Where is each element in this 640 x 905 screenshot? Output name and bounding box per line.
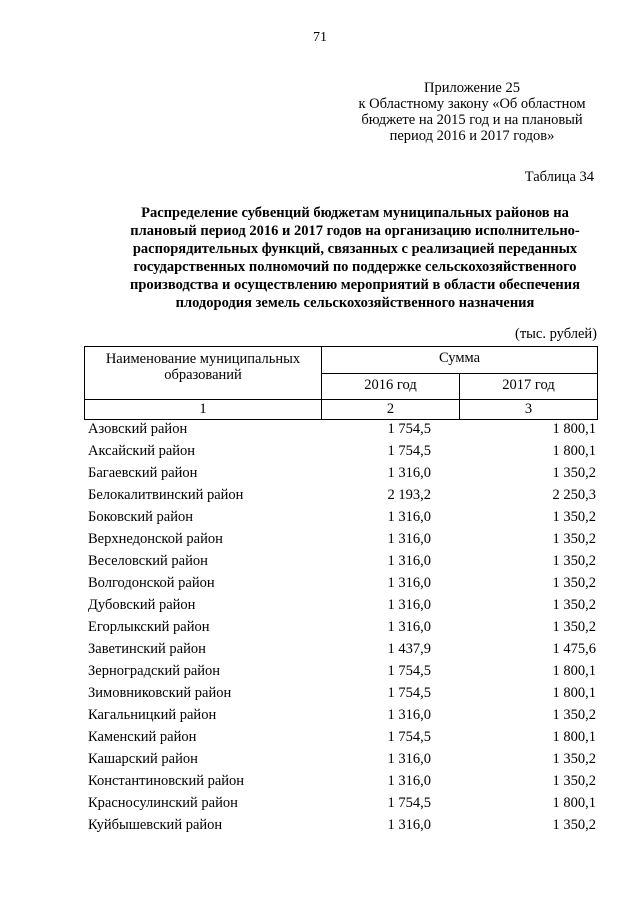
table-body [84, 418, 598, 836]
value-2016: 1 316,0 [387, 553, 431, 569]
value-2016: 1 316,0 [387, 751, 431, 767]
value-2017: 2 250,3 [552, 487, 596, 503]
district-name: Куйбышевский район [88, 817, 223, 833]
appendix-line: период 2016 и 2017 годов» [389, 128, 555, 144]
value-2016: 1 316,0 [387, 773, 431, 789]
value-2016: 1 754,5 [387, 795, 431, 811]
value-2016: 1 754,5 [387, 421, 431, 437]
table-row [84, 550, 598, 572]
table-row [84, 418, 598, 440]
table-row [84, 528, 598, 550]
district-name: Верхнедонской район [88, 531, 223, 547]
table-row [84, 462, 598, 484]
value-2016: 1 316,0 [387, 531, 431, 547]
value-2016: 1 754,5 [387, 729, 431, 745]
district-name: Веселовский район [88, 553, 208, 569]
district-name: Егорлыкский район [88, 619, 210, 635]
value-2016: 1 316,0 [387, 707, 431, 723]
table-row [84, 594, 598, 616]
value-2017: 1 475,6 [552, 641, 596, 657]
value-2017: 1 800,1 [552, 443, 596, 459]
value-2016: 1 316,0 [387, 575, 431, 591]
district-name: Дубовский район [88, 597, 196, 613]
value-2017: 1 350,2 [552, 619, 596, 635]
value-2017: 1 350,2 [552, 597, 596, 613]
value-2017: 1 800,1 [552, 421, 596, 437]
value-2016: 1 754,5 [387, 443, 431, 459]
table-row [84, 616, 598, 638]
district-name: Зимовниковский район [88, 685, 232, 701]
value-2016: 1 754,5 [387, 663, 431, 679]
value-2017: 1 350,2 [552, 465, 596, 481]
value-2016: 2 193,2 [387, 487, 431, 503]
district-name: Красносулинский район [88, 795, 238, 811]
value-2017: 1 350,2 [552, 531, 596, 547]
value-2017: 1 800,1 [552, 663, 596, 679]
table-row [84, 638, 598, 660]
value-2016: 1 437,9 [387, 641, 431, 657]
value-2016: 1 316,0 [387, 817, 431, 833]
header-name: Наименование муниципальных образований [85, 347, 322, 400]
table-row [84, 506, 598, 528]
title-line: плодородия земель сельскохозяйственного назначения [175, 295, 535, 311]
value-2016: 1 316,0 [387, 465, 431, 481]
table-row [84, 748, 598, 770]
header-2017: 2017 год [460, 374, 598, 400]
table-row [84, 660, 598, 682]
units-label: (тыс. рублей) [515, 326, 597, 342]
district-name: Боковский район [88, 509, 193, 525]
appendix-reference [338, 80, 606, 144]
district-name: Кагальницкий район [88, 707, 217, 723]
value-2017: 1 350,2 [552, 509, 596, 525]
appendix-line: Приложение 25 [424, 80, 520, 96]
value-2017: 1 350,2 [552, 707, 596, 723]
district-name: Азовский район [88, 421, 188, 437]
table-row [84, 484, 598, 506]
district-name: Каменский район [88, 729, 197, 745]
district-name: Волгодонской район [88, 575, 215, 591]
value-2017: 1 350,2 [552, 817, 596, 833]
title-line: плановый период 2016 и 2017 годов на организацию исполнительно- [130, 223, 580, 239]
header-2016: 2016 год [322, 374, 460, 400]
title-line: производства и осуществлению мероприятий в области обеспечения [130, 277, 580, 293]
table-row [84, 572, 598, 594]
page-number: 71 [313, 30, 327, 45]
value-2017: 1 800,1 [552, 729, 596, 745]
district-name: Заветинский район [88, 641, 206, 657]
value-2017: 1 350,2 [552, 553, 596, 569]
column-number-2: 2 [322, 400, 460, 420]
district-name: Аксайский район [88, 443, 196, 459]
title-line: распорядительных функций, связанных с реализацией переданных [132, 241, 578, 257]
district-name: Константиновский район [88, 773, 245, 789]
value-2016: 1 754,5 [387, 685, 431, 701]
appendix-line: к Областному закону «Об областном [358, 96, 586, 112]
appendix-line: бюджете на 2015 год и на плановый [361, 112, 583, 128]
value-2017: 1 350,2 [552, 575, 596, 591]
table-row [84, 440, 598, 462]
table-row [84, 770, 598, 792]
table-row [84, 704, 598, 726]
district-name: Багаевский район [88, 465, 198, 481]
header-sum: Сумма [322, 347, 598, 374]
table-header [84, 346, 598, 420]
title-line: Распределение субвенций бюджетам муниципальных районов на [141, 205, 569, 221]
table-row [84, 814, 598, 836]
value-2017: 1 800,1 [552, 685, 596, 701]
column-number-3: 3 [460, 400, 598, 420]
value-2016: 1 316,0 [387, 619, 431, 635]
value-2016: 1 316,0 [387, 597, 431, 613]
value-2017: 1 350,2 [552, 773, 596, 789]
value-2017: 1 800,1 [552, 795, 596, 811]
district-name: Зерноградский район [88, 663, 221, 679]
table-row [84, 682, 598, 704]
column-number-1: 1 [85, 400, 322, 420]
value-2016: 1 316,0 [387, 509, 431, 525]
value-2017: 1 350,2 [552, 751, 596, 767]
table-row [84, 726, 598, 748]
title-line: государственных полномочий по поддержке сельскохозяйственного [133, 259, 577, 275]
district-name: Кашарский район [88, 751, 198, 767]
document-title [95, 204, 615, 312]
district-name: Белокалитвинский район [88, 487, 244, 503]
table-label: Таблица 34 [524, 169, 594, 185]
table-row [84, 792, 598, 814]
